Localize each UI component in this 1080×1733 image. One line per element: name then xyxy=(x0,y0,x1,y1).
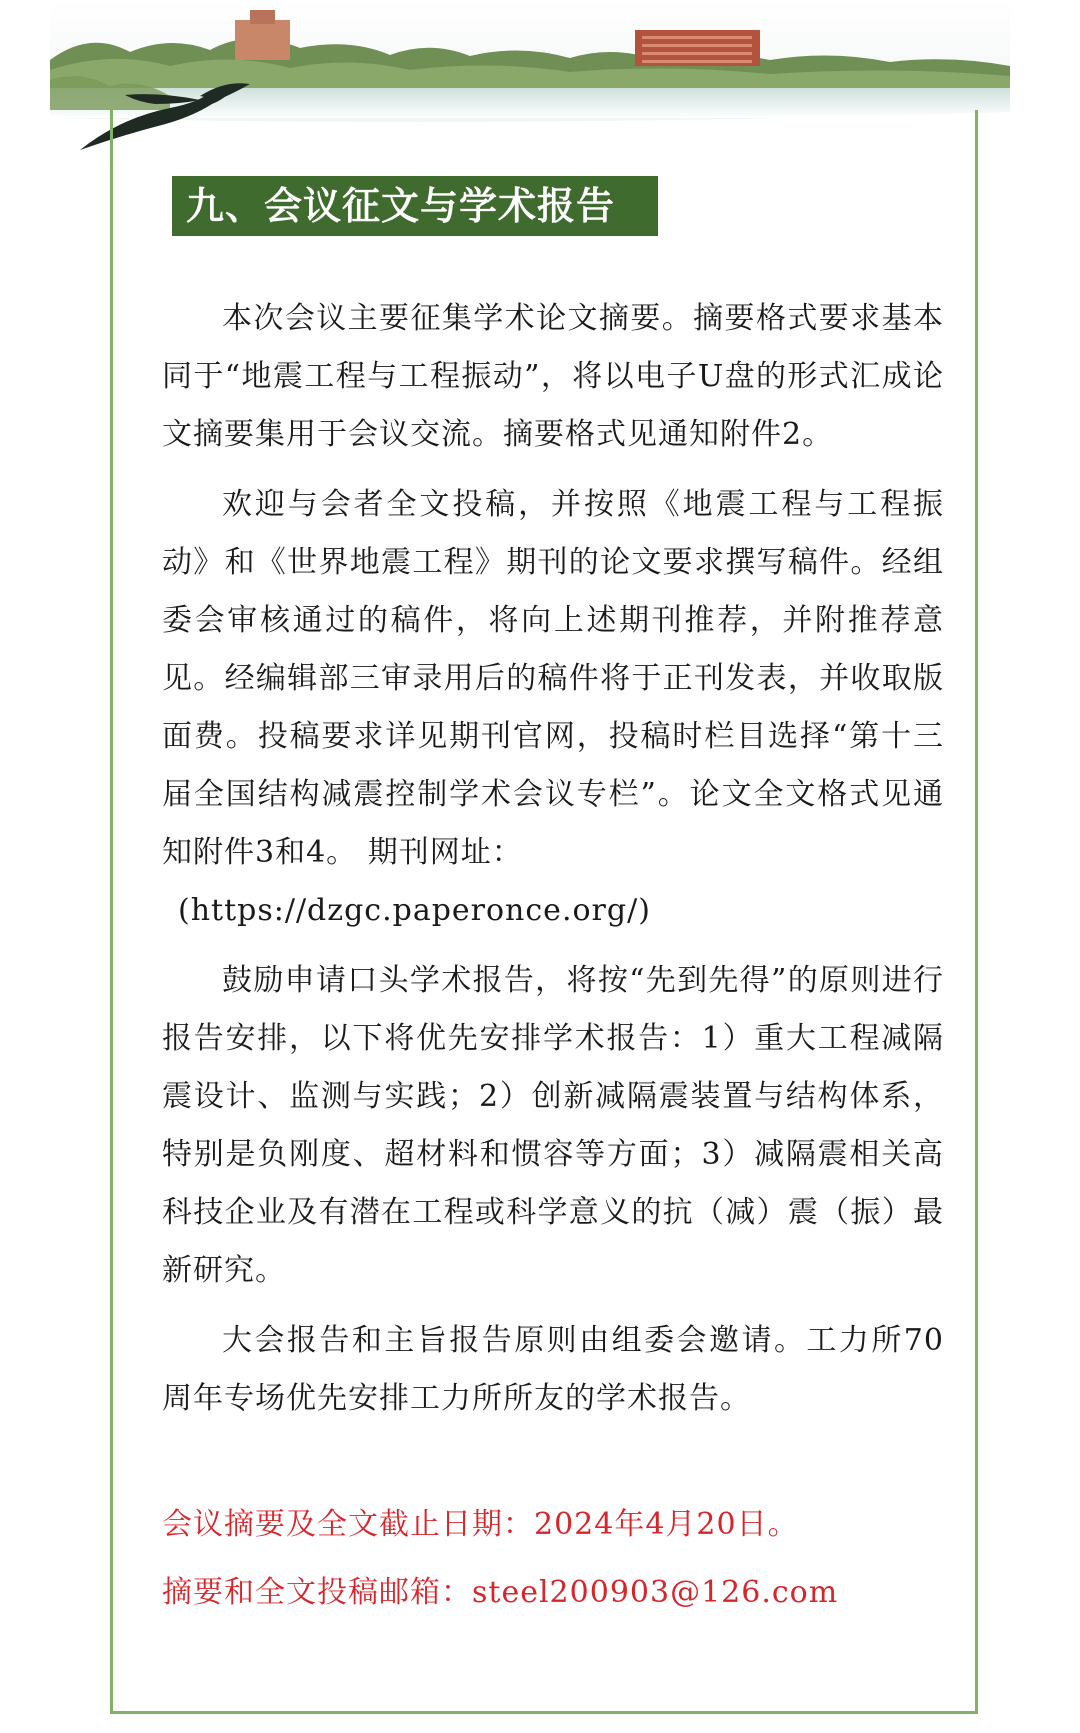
submission-email[interactable]: 摘要和全文投稿邮箱：steel200903@126.com xyxy=(162,1575,839,1610)
paragraph-full-paper xyxy=(162,476,944,940)
content-body xyxy=(162,290,944,1440)
journal-url-link[interactable]: (https://dzgc.paperonce.org/) xyxy=(178,893,651,928)
section-title: 九、会议征文与学术报告 xyxy=(172,176,658,236)
paragraph-keynote: 大会报告和主旨报告原则由组委会邀请。工力所70周年专场优先安排工力所所友的学术报告。 xyxy=(162,1323,944,1416)
deadline-date: 会议摘要及全文截止日期：2024年4月20日。 xyxy=(162,1507,799,1542)
paragraph-abstract-call: 本次会议主要征集学术论文摘要。摘要格式要求基本同于“地震工程与工程振动”，将以电子U盘的形式汇成论文摘要集用于会议交流。摘要格式见通知附件2。 xyxy=(162,301,944,452)
paragraph-full-paper-text: 欢迎与会者全文投稿，并按照《地震工程与工程振动》和《世界地震工程》期刊的论文要求撰写稿件。经组委会审核通过的稿件，将向上述期刊推荐，并附推荐意见。经编辑部三审录用后的稿件将于正刊发表，并收取版面费。投稿要求详见期刊官网，投稿时栏目选择“第十三届全国结构减震控制学术会议专栏”。论文全文格式见通知附件3和4。 期刊网址： xyxy=(162,487,944,870)
paragraph-oral-report: 鼓励申请口头学术报告，将按“先到先得”的原则进行报告安排，以下将优先安排学术报告：1）重大工程减隔震设计、监测与实践；2）创新减隔震装置与结构体系，特别是负刚度、超材料和惯容等方面；3）减隔震相关高科技企业及有潜在工程或科学意义的抗（减）震（振）最新研究。 xyxy=(162,963,944,1288)
